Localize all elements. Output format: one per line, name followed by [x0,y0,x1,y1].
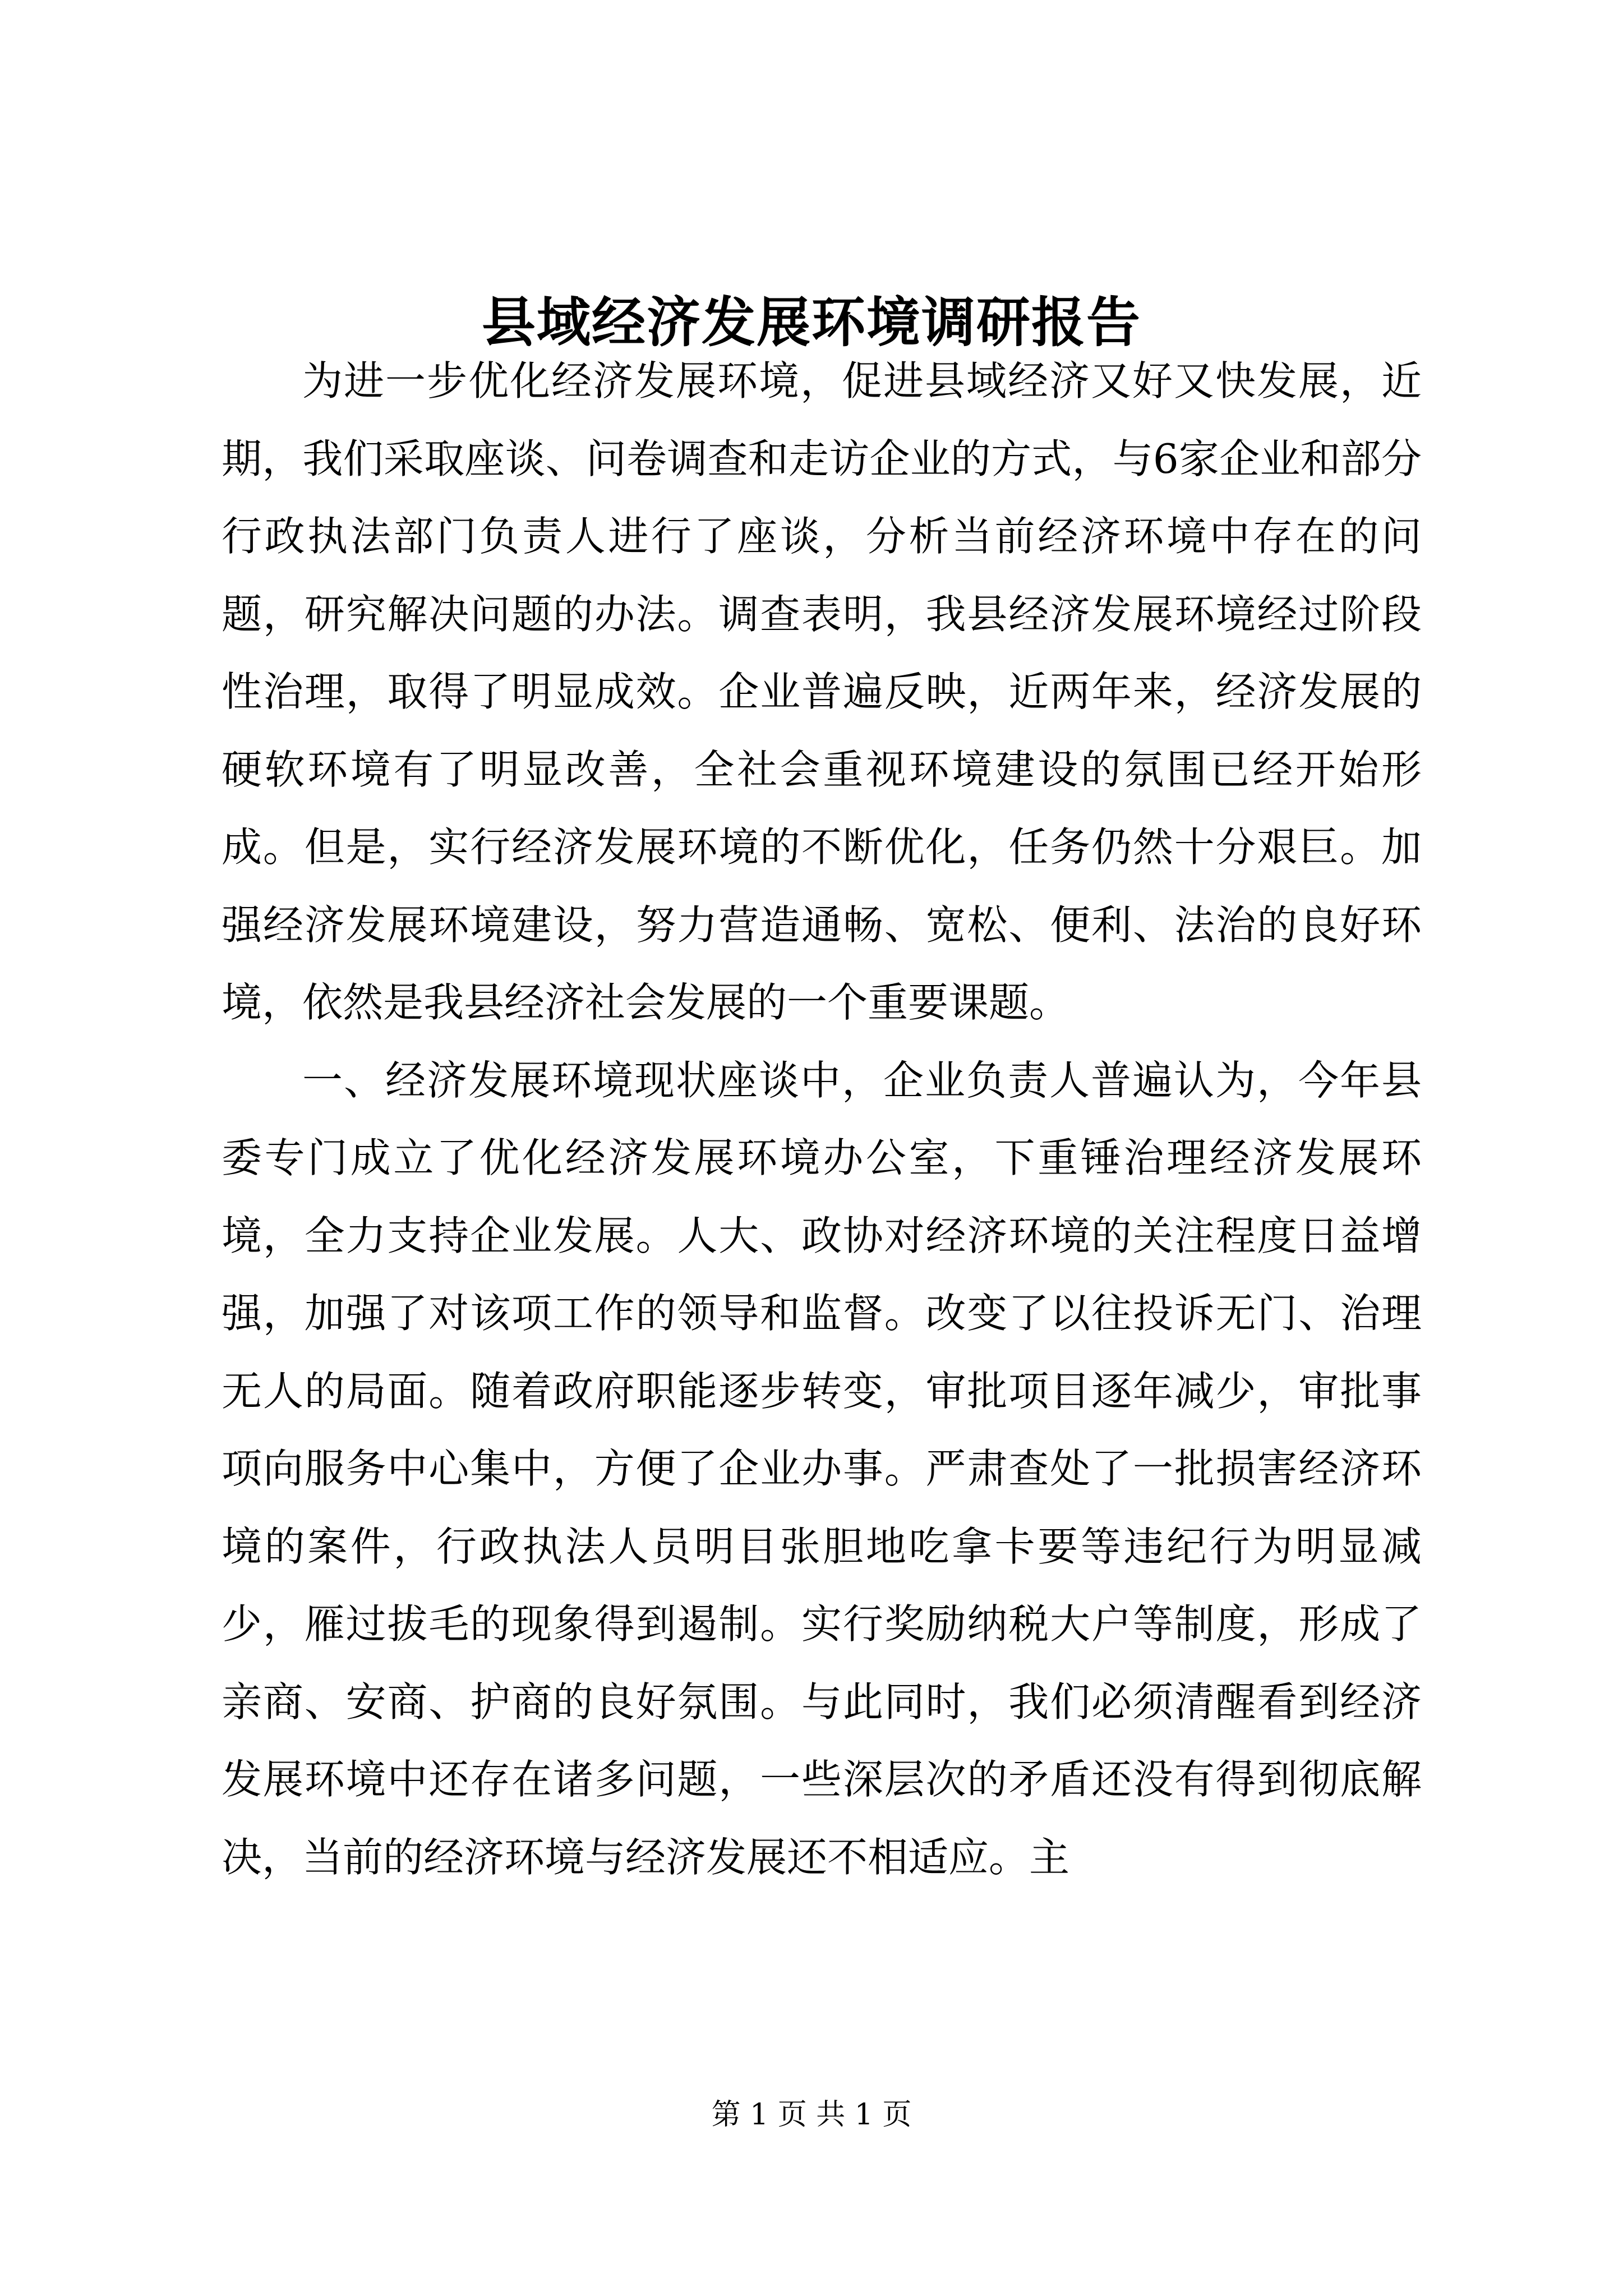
document-body [222,342,1422,1896]
paragraph-intro: 为进一步优化经济发展环境，促进县域经济又好又快发展，近期，我们采取座谈、问卷调查和走访企业的方式，与6家企业和部分行政执法部门负责人进行了座谈，分析当前经济环境中存在的问题，研究解决问题的办法。调查表明，我县经济发展环境经过阶段性治理，取得了明显成效。企业普遍反映，近两年来，经济发展的硬软环境有了明显改善，全社会重视环境建设的氛围已经开始形成。但是，实行经济发展环境的不断优化，任务仍然十分艰巨。加强经济发展环境建设，努力营造通畅、宽松、便利、法治的良好环境，依然是我县经济社会发展的一个重要课题。 [222,357,1422,1026]
document-title: 县域经济发展环境调研报告 [482,291,1141,354]
paragraph-section-one: 一、经济发展环境现状座谈中，企业负责人普遍认为，今年县委专门成立了优化经济发展环境办公室，下重锤治理经济发展环境，全力支持企业发展。人大、政协对经济环境的关注程度日益增强，加强了对该项工作的领导和监督。改变了以往投诉无门、治理无人的局面。随着政府职能逐步转变，审批项目逐年减少，审批事项向服务中心集中，方便了企业办事。严肃查处了一批损害经济环境的案件，行政执法人员明目张胆地吃拿卡要等违纪行为明显减少，雁过拔毛的现象得到遏制。实行奖励纳税大户等制度，形成了亲商、安商、护商的良好氛围。与此同时，我们必须清醒看到经济发展环境中还存在诸多问题，一些深层次的矛盾还没有得到彻底解决，当前的经济环境与经济发展还不相适应。主 [222,1056,1422,1881]
page-footer: 第 1 页 共 1 页 [711,2098,912,2132]
